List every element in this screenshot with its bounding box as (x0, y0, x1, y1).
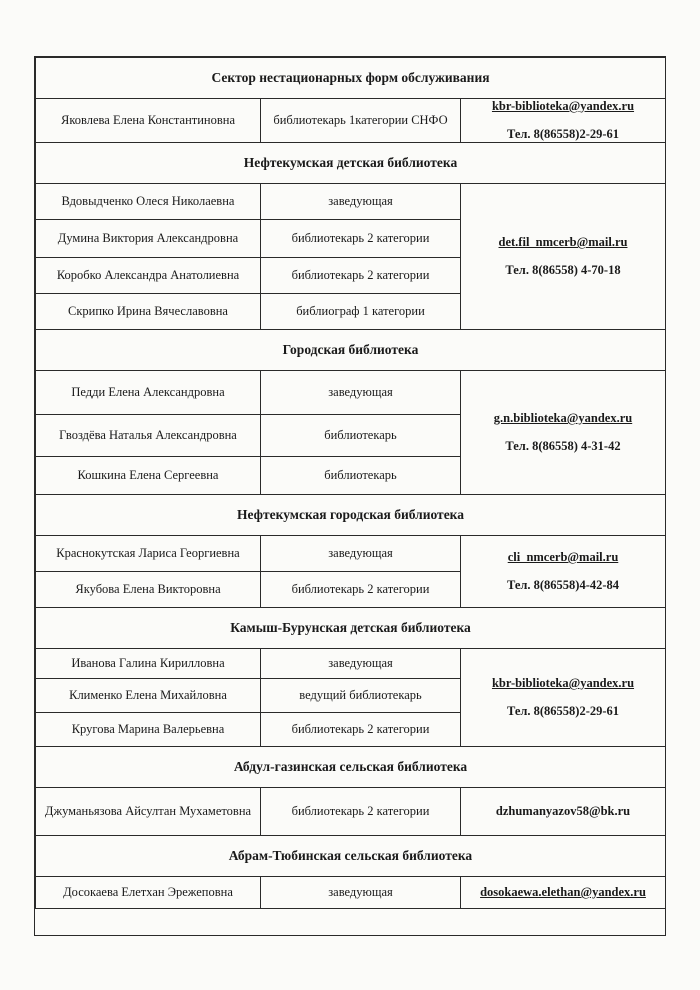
email-link[interactable]: cli_nmcerb@mail.ru (507, 550, 619, 565)
staff-position: ведущий библиотекарь (261, 679, 461, 713)
contact-cell (461, 788, 666, 836)
staff-name: Педди Елена Александровна (36, 371, 261, 415)
staff-position: библиотекарь (261, 415, 461, 457)
email-link[interactable]: g.n.biblioteka@yandex.ru (493, 411, 633, 426)
staff-name: Вдовыдченко Олеся Николаевна (36, 184, 261, 220)
contact-cell (461, 371, 666, 495)
staff-row (36, 371, 666, 415)
staff-name: Джуманьязова Айсултан Мухаметовна (36, 788, 261, 836)
staff-name: Краснокутская Лариса Георгиевна (36, 536, 261, 572)
phone-number: Тел. 8(86558)2-29-61 (506, 703, 620, 718)
staff-position: библиограф 1 категории (261, 294, 461, 330)
staff-position: библиотекарь 2 категории (261, 788, 461, 836)
staff-name: Гвоздёва Наталья Александровна (36, 415, 261, 457)
email-link[interactable]: kbr-biblioteka@yandex.ru (491, 676, 635, 691)
section-title: Абрам-Тюбинская сельская библиотека (36, 836, 666, 877)
section-title: Абдул-газинская сельская библиотека (36, 747, 666, 788)
staff-name: Кошкина Елена Сергеевна (36, 457, 261, 495)
staff-name: Иванова Галина Кирилловна (36, 649, 261, 679)
staff-name: Досокаева Елетхан Эрежеповна (36, 877, 261, 909)
staff-row (36, 184, 666, 220)
email-link[interactable]: dosokaewa.elethan@yandex.ru (480, 884, 646, 899)
contact-cell (461, 536, 666, 608)
section-title: Нефтекумская городская библиотека (36, 495, 666, 536)
staff-position: библиотекарь 1категории СНФО (261, 99, 461, 143)
staff-position: заведующая (261, 184, 461, 220)
contact-cell (461, 184, 666, 330)
phone-number: Тел. 8(86558)4-42-84 (506, 577, 620, 592)
staff-name: Яковлева Елена Константиновна (36, 99, 261, 143)
staff-position: заведующая (261, 536, 461, 572)
contact-cell (461, 877, 666, 909)
staff-row (36, 536, 666, 572)
staff-row (36, 99, 666, 143)
staff-row (36, 877, 666, 909)
phone-number: Тел. 8(86558) 4-31-42 (505, 438, 621, 453)
staff-row (36, 649, 666, 679)
phone-number: Тел. 8(86558) 4-70-18 (505, 262, 621, 277)
staff-position: заведующая (261, 877, 461, 909)
section-title: Нефтекумская детская библиотека (36, 143, 666, 184)
staff-name: Коробко Александра Анатолиевна (36, 258, 261, 294)
email-link[interactable]: det.fil_nmcerb@mail.ru (498, 235, 628, 250)
staff-name: Якубова Елена Викторовна (36, 572, 261, 608)
staff-directory-sheet (34, 56, 666, 936)
contact-cell (461, 649, 666, 747)
staff-name: Думина Виктория Александровна (36, 220, 261, 258)
staff-name: Кругова Марина Валерьевна (36, 713, 261, 747)
section-title: Сектор нестационарных форм обслуживания (36, 58, 666, 99)
contact-cell (461, 99, 666, 143)
email-link[interactable]: dzhumanyazov58@bk.ru (495, 803, 631, 818)
staff-position: заведующая (261, 649, 461, 679)
section-title: Камыш-Бурунская детская библиотека (36, 608, 666, 649)
staff-position: библиотекарь 2 категории (261, 220, 461, 258)
staff-position: библиотекарь (261, 457, 461, 495)
staff-position: библиотекарь 2 категории (261, 713, 461, 747)
staff-table (35, 57, 666, 909)
staff-position: заведующая (261, 371, 461, 415)
staff-row (36, 788, 666, 836)
email-link[interactable]: kbr-biblioteka@yandex.ru (491, 99, 635, 113)
section-title: Городская библиотека (36, 330, 666, 371)
staff-position: библиотекарь 2 категории (261, 572, 461, 608)
staff-position: библиотекарь 2 категории (261, 258, 461, 294)
staff-name: Скрипко Ирина Вячеславовна (36, 294, 261, 330)
staff-name: Клименко Елена Михайловна (36, 679, 261, 713)
phone-number: Тел. 8(86558)2-29-61 (506, 126, 620, 141)
